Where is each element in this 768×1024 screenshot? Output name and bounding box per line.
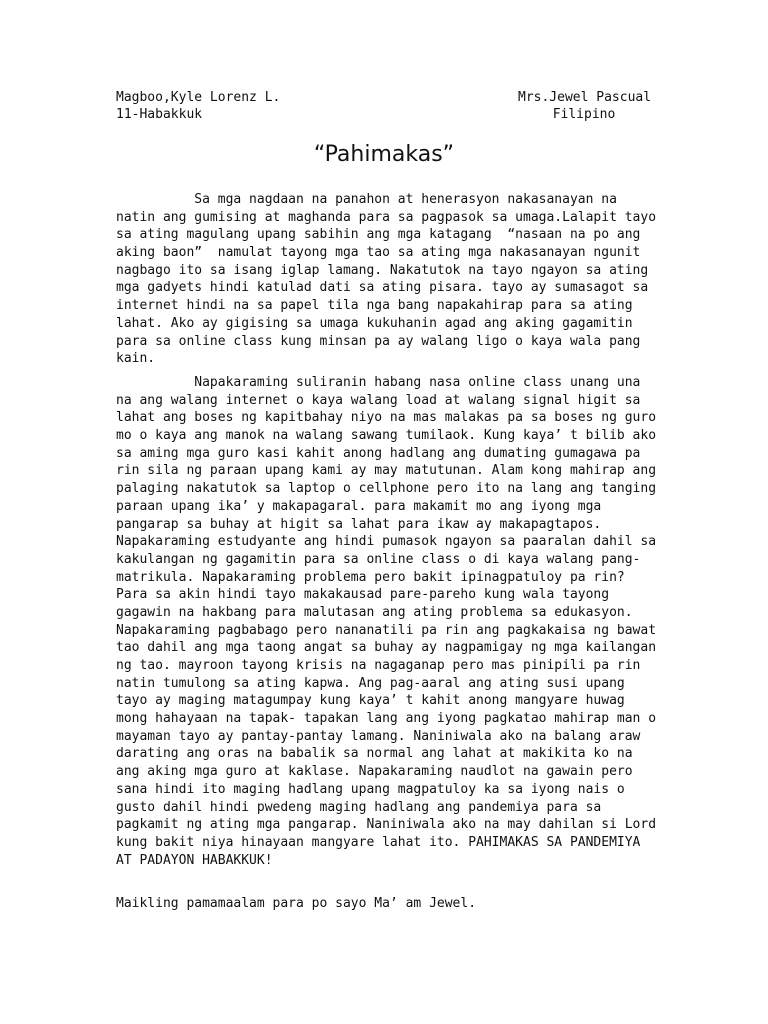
paragraph-line: Napakaraming suliranin habang nasa online class unang una [116, 375, 641, 390]
paragraph-line: gusto dahil hindi pwedeng maging hadlang ang pandemiya para sa [116, 799, 602, 815]
paragraph-line: Para sa akin hindi tayo makakausad pare-pareho kung wala tayong [116, 587, 610, 603]
paragraph-line: sa ating magulang upang sabihin ang mga katagang “nasaan na po ang [116, 227, 641, 243]
paragraph-line: rin sila ng paraan upang kami ay may matutunan. Alam kong mahirap ang [116, 463, 657, 479]
paragraph-line: kain. [116, 351, 156, 367]
paragraph-line: matrikula. Napakaraming problema pero bakit ipinagpatuloy pa rin? [116, 569, 625, 585]
paragraph-line: pangarap sa buhay at higit sa lahat para ikaw ay makapagtapos. [116, 516, 602, 532]
paragraph-line: darating ang oras na babalik sa normal ang lahat at makikita ko na [116, 746, 633, 762]
student-name: Magboo,Kyle Lorenz L. [116, 90, 281, 105]
paragraph-line: kung bakit niya hinayaan mangyare lahat ito. PAHIMAKAS SA PANDEMIYA [116, 834, 641, 850]
paragraph-line: ng tao. mayroon tayong krisis na nagaganap pero mas pinipili pa rin [116, 658, 641, 673]
paragraph-line: lahat. Ako ay gigising sa umaga kukuhanin agad ang aking gagamitin [116, 315, 633, 331]
paragraph-line: nagbago ito sa isang iglap lamang. Nakatutok na tayo ngayon sa ating [116, 262, 649, 278]
paragraph-line: na ang walang internet o kaya walang load at walang signal higit sa [116, 392, 641, 408]
subject-name: Filipino [552, 107, 616, 122]
teacher-name: Mrs.Jewel Pascual [518, 90, 652, 105]
paragraph-line: kakulangan ng gagamitin para sa online class o di kaya walang pang- [116, 551, 641, 567]
paragraph-line: mong hahayaan na tapak- tapakan lang ang iyong pagkatao mahirap man o [116, 711, 657, 727]
essay-paragraph-1 [116, 191, 657, 368]
paragraph-line: sa aming mga guro kasi kahit anong hadlang ang dumating gumagawa pa [116, 445, 641, 461]
paragraph-line: para sa online class kung minsan pa ay walang ligo o kaya wala pang [116, 333, 641, 349]
essay-paragraph-2 [116, 374, 657, 869]
paragraph-line: pagkamit ng ating mga pangarap. Naniniwala ako na may dahilan si Lord [116, 817, 657, 833]
paragraph-line: tao dahil ang mga taong angat sa buhay ay nagpamigay ng mga kailangan [116, 640, 657, 656]
student-section: 11-Habakkuk [116, 107, 203, 122]
paragraph-line: mo o kaya ang manok na walang sawang tumilaok. Kung kaya’ t bilib ako [116, 428, 657, 444]
paragraph-line: palaging nakatutok sa laptop o cellphone pero ito na lang ang tanging [116, 481, 657, 497]
paragraph-line: ang aking mga guro at kaklase. Napakaraming naudlot na gawain pero [116, 764, 633, 780]
paragraph-line: lahat ang boses ng kapitbahay niyo na mas malakas pa sa boses ng guro [116, 410, 657, 426]
paragraph-line: AT PADAYON HABAKKUK! [116, 852, 273, 868]
header-row-names [116, 89, 650, 106]
paragraph-line: natin tumulong sa ating kapwa. Ang pag-aaral ang ating susi upang [116, 675, 625, 691]
paragraph-line: Sa mga nagdaan na panahon at henerasyon nakasanayan na [116, 192, 617, 207]
paragraph-line: mga gadyets hindi katulad dati sa ating pisara. tayo ay sumasagot sa [116, 280, 649, 296]
paragraph-line: Napakaraming estudyante ang hindi pumasok ngayon sa paaralan dahil sa [116, 534, 657, 550]
paragraph-line: Napakaraming pagbabago pero nananatili pa rin ang pagkakaisa ng bawat [116, 622, 657, 638]
paragraph-line: sana hindi ito maging hadlang upang magpatuloy ka sa iyong nais o [116, 781, 625, 797]
paragraph-line: paraan upang ika’ y makapagaral. para makamit mo ang iyong mga [116, 498, 602, 514]
paragraph-line: aking baon” namulat tayong mga tao sa ating mga nakasanayan ngunit [116, 245, 641, 261]
paragraph-line: internet hindi na sa papel tila nga bang napakahirap para sa ating [116, 298, 633, 314]
paragraph-line: gagawin na hakbang para malutasan ang ating problema sa edukasyon. [116, 604, 633, 620]
essay-title: “Pahimakas” [313, 142, 455, 167]
closing-line: Maikling pamamaalam para po sayo Ma’ am Jewel. [116, 896, 477, 911]
paragraph-line: mayaman tayo ay pantay-pantay lamang. Naniniwala ako na balang araw [116, 728, 641, 744]
header-row-details [116, 106, 650, 123]
paragraph-line: natin ang gumising at maghanda para sa pagpasok sa umaga.Lalapit tayo [116, 209, 657, 225]
paragraph-line: tayo ay maging matagumpay kung kaya’ t kahit anong mangyare huwag [116, 693, 625, 709]
